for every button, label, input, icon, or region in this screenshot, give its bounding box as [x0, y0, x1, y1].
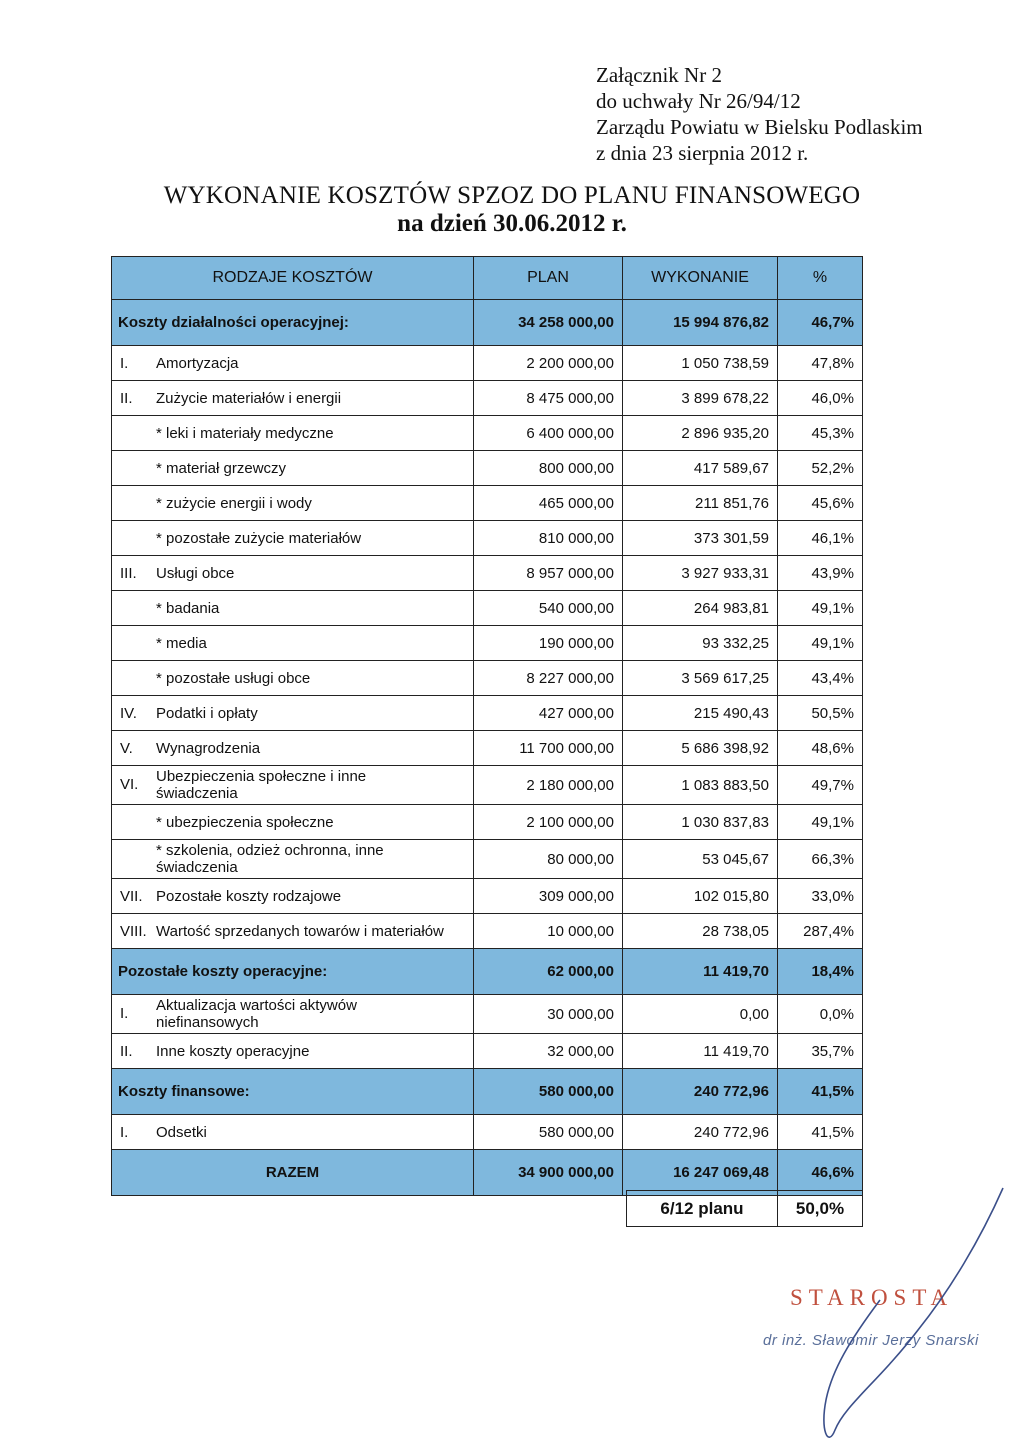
row-execution: 53 045,67	[623, 840, 778, 879]
row-number: I.	[120, 1123, 129, 1141]
total-row	[112, 1150, 863, 1196]
row-plan: 540 000,00	[474, 591, 623, 626]
row-label-cell	[112, 416, 474, 451]
row-label-cell	[112, 731, 474, 766]
section-percent: 18,4%	[778, 949, 863, 995]
row-execution: 1 083 883,50	[623, 766, 778, 805]
row-number: V.	[120, 739, 133, 757]
section-percent: 46,7%	[778, 300, 863, 346]
table-row	[112, 696, 863, 731]
row-label: Wartość sprzedanych towarów i materiałów	[156, 922, 444, 940]
row-plan: 6 400 000,00	[474, 416, 623, 451]
table-row	[112, 995, 863, 1034]
total-plan: 34 900 000,00	[474, 1150, 623, 1196]
header-line-4: z dnia 23 sierpnia 2012 r.	[596, 141, 809, 165]
row-plan: 8 475 000,00	[474, 381, 623, 416]
row-execution: 1 030 837,83	[623, 805, 778, 840]
row-plan: 800 000,00	[474, 451, 623, 486]
row-percent: 45,6%	[778, 486, 863, 521]
row-plan: 2 180 000,00	[474, 766, 623, 805]
summary-box	[626, 1190, 863, 1227]
table-header-row	[112, 257, 863, 300]
section-label: Pozostałe koszty operacyjne:	[112, 949, 474, 995]
row-percent: 287,4%	[778, 914, 863, 949]
table-row	[112, 1034, 863, 1069]
row-number: II.	[120, 389, 133, 407]
row-execution: 417 589,67	[623, 451, 778, 486]
row-label: Usługi obce	[156, 564, 235, 582]
row-plan: 80 000,00	[474, 840, 623, 879]
table-row	[112, 521, 863, 556]
document-subtitle-date: na dzień 30.06.2012 r.	[397, 210, 627, 237]
table-row	[112, 661, 863, 696]
row-execution: 3 899 678,22	[623, 381, 778, 416]
row-percent: 43,4%	[778, 661, 863, 696]
section-row	[112, 1069, 863, 1115]
table-row	[112, 346, 863, 381]
row-label-cell	[112, 451, 474, 486]
row-execution: 264 983,81	[623, 591, 778, 626]
row-plan: 309 000,00	[474, 879, 623, 914]
section-row	[112, 300, 863, 346]
table-row	[112, 914, 863, 949]
table-row	[112, 416, 863, 451]
table-row	[112, 626, 863, 661]
col-header-percent: %	[778, 257, 863, 300]
row-plan: 11 700 000,00	[474, 731, 623, 766]
col-header-plan: PLAN	[474, 257, 623, 300]
section-plan: 34 258 000,00	[474, 300, 623, 346]
row-label-cell	[112, 805, 474, 840]
row-label: * leki i materiały medyczne	[156, 424, 334, 442]
row-label: Zużycie materiałów i energii	[156, 389, 342, 407]
row-percent: 48,6%	[778, 731, 863, 766]
row-number: IV.	[120, 704, 137, 722]
section-row	[112, 949, 863, 995]
row-label-cell	[112, 995, 474, 1034]
row-execution: 102 015,80	[623, 879, 778, 914]
row-execution: 3 927 933,31	[623, 556, 778, 591]
row-execution: 1 050 738,59	[623, 346, 778, 381]
row-percent: 46,0%	[778, 381, 863, 416]
stamp-office: STAROSTA	[790, 1285, 954, 1310]
row-percent: 43,9%	[778, 556, 863, 591]
row-label-cell	[112, 521, 474, 556]
section-execution: 240 772,96	[623, 1069, 778, 1115]
table-row	[112, 381, 863, 416]
cost-table	[111, 256, 863, 1196]
row-label-cell	[112, 914, 474, 949]
attachment-header	[596, 62, 923, 166]
row-label: * zużycie energii i wody	[156, 494, 312, 512]
row-execution: 28 738,05	[623, 914, 778, 949]
row-number: I.	[120, 354, 129, 372]
row-execution: 373 301,59	[623, 521, 778, 556]
row-percent: 45,3%	[778, 416, 863, 451]
row-label: * badania	[156, 599, 220, 617]
row-execution: 0,00	[623, 995, 778, 1034]
row-percent: 41,5%	[778, 1115, 863, 1150]
row-label: * ubezpieczenia społeczne	[156, 813, 334, 831]
row-percent: 66,3%	[778, 840, 863, 879]
section-label: Koszty działalności operacyjnej:	[112, 300, 474, 346]
row-plan: 30 000,00	[474, 995, 623, 1034]
row-label-cell	[112, 840, 474, 879]
row-label: Wynagrodzenia	[156, 739, 261, 757]
row-percent: 50,5%	[778, 696, 863, 731]
table-row	[112, 1115, 863, 1150]
summary-value: 50,0%	[778, 1191, 863, 1227]
header-line-3: Zarządu Powiatu w Bielsku Podlaskim	[596, 115, 923, 139]
col-header-kind: RODZAJE KOSZTÓW	[112, 257, 474, 300]
row-percent: 0,0%	[778, 995, 863, 1034]
row-number: VII.	[120, 887, 143, 905]
row-label: * pozostałe usługi obce	[156, 669, 311, 687]
table-row	[112, 556, 863, 591]
stamp-signer: dr inż. Sławomir Jerzy Snarski	[763, 1332, 979, 1349]
row-label: Pozostałe koszty rodzajowe	[156, 887, 342, 905]
row-percent: 47,8%	[778, 346, 863, 381]
row-percent: 49,1%	[778, 805, 863, 840]
section-plan: 580 000,00	[474, 1069, 623, 1115]
total-label: RAZEM	[112, 1150, 474, 1196]
row-label: * pozostałe zużycie materiałów	[156, 529, 362, 547]
row-label-cell	[112, 346, 474, 381]
row-execution: 93 332,25	[623, 626, 778, 661]
row-execution: 2 896 935,20	[623, 416, 778, 451]
row-label: Inne koszty operacyjne	[156, 1042, 310, 1060]
table-row	[112, 451, 863, 486]
row-percent: 35,7%	[778, 1034, 863, 1069]
row-percent: 46,1%	[778, 521, 863, 556]
row-label: Podatki i opłaty	[156, 704, 258, 722]
row-plan: 8 957 000,00	[474, 556, 623, 591]
table-row	[112, 879, 863, 914]
row-percent: 49,7%	[778, 766, 863, 805]
section-execution: 15 994 876,82	[623, 300, 778, 346]
row-label-cell	[112, 1034, 474, 1069]
table-row	[112, 731, 863, 766]
total-execution: 16 247 069,48	[623, 1150, 778, 1196]
row-number: II.	[120, 1042, 133, 1060]
row-label-cell	[112, 591, 474, 626]
row-execution: 3 569 617,25	[623, 661, 778, 696]
row-label-cell	[112, 626, 474, 661]
row-execution: 240 772,96	[623, 1115, 778, 1150]
row-number: VI.	[120, 775, 139, 793]
document-title: WYKONANIE KOSZTÓW SPZOZ DO PLANU FINANSOWEGO	[163, 182, 861, 209]
row-percent: 49,1%	[778, 591, 863, 626]
row-plan: 10 000,00	[474, 914, 623, 949]
table-row	[112, 766, 863, 805]
row-label-cell	[112, 1115, 474, 1150]
row-percent: 52,2%	[778, 451, 863, 486]
row-percent: 49,1%	[778, 626, 863, 661]
row-label-cell	[112, 486, 474, 521]
header-line-1: Załącznik Nr 2	[596, 63, 722, 87]
row-plan: 465 000,00	[474, 486, 623, 521]
section-percent: 41,5%	[778, 1069, 863, 1115]
row-label: Odsetki	[156, 1123, 207, 1141]
section-label: Koszty finansowe:	[112, 1069, 474, 1115]
summary-label: 6/12 planu	[627, 1191, 778, 1227]
header-line-2: do uchwały Nr 26/94/12	[596, 89, 801, 113]
row-execution: 5 686 398,92	[623, 731, 778, 766]
row-execution: 215 490,43	[623, 696, 778, 731]
total-percent: 46,6%	[778, 1150, 863, 1196]
row-number: III.	[120, 564, 137, 582]
row-label: Amortyzacja	[156, 354, 239, 372]
row-label: * materiał grzewczy	[156, 459, 287, 477]
row-label-cell	[112, 696, 474, 731]
row-plan: 580 000,00	[474, 1115, 623, 1150]
row-label: * media	[156, 634, 207, 652]
table-row	[112, 805, 863, 840]
row-label: * szkolenia, odzież ochronna, inne świadczenia	[156, 842, 384, 876]
row-plan: 2 100 000,00	[474, 805, 623, 840]
row-percent: 33,0%	[778, 879, 863, 914]
row-plan: 427 000,00	[474, 696, 623, 731]
row-number: VIII.	[120, 922, 147, 940]
row-label: Aktualizacja wartości aktywów niefinansowych	[156, 997, 357, 1031]
row-label-cell	[112, 381, 474, 416]
row-label-cell	[112, 556, 474, 591]
row-plan: 2 200 000,00	[474, 346, 623, 381]
row-execution: 11 419,70	[623, 1034, 778, 1069]
row-plan: 810 000,00	[474, 521, 623, 556]
col-header-execution: WYKONANIE	[623, 257, 778, 300]
row-label: Ubezpieczenia społeczne i inne świadczenia	[156, 768, 367, 802]
section-plan: 62 000,00	[474, 949, 623, 995]
row-number: I.	[120, 1004, 129, 1022]
row-label-cell	[112, 661, 474, 696]
table-row	[112, 486, 863, 521]
row-execution: 211 851,76	[623, 486, 778, 521]
table-row	[112, 591, 863, 626]
table-row	[112, 840, 863, 879]
row-label-cell	[112, 879, 474, 914]
row-plan: 190 000,00	[474, 626, 623, 661]
row-plan: 8 227 000,00	[474, 661, 623, 696]
row-plan: 32 000,00	[474, 1034, 623, 1069]
row-label-cell	[112, 766, 474, 805]
section-execution: 11 419,70	[623, 949, 778, 995]
